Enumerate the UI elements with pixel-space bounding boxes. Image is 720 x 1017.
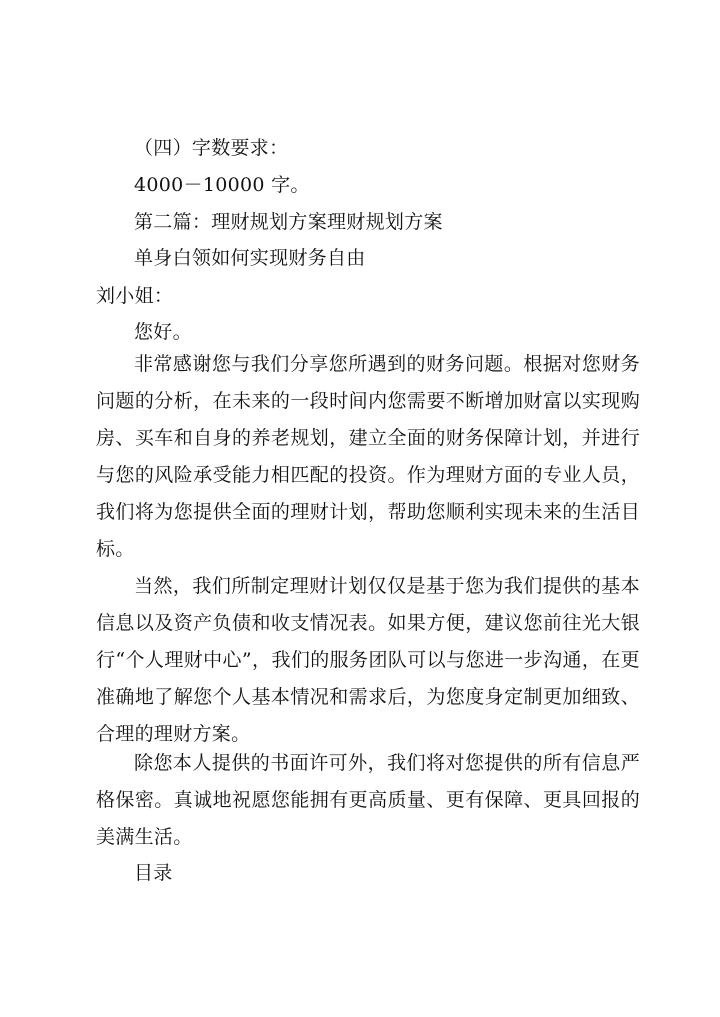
greeting: 您好。 [134, 321, 192, 343]
word-count-value: 4000－10000 字。 [134, 174, 310, 196]
body-paragraph-2: 当然，我们所制定理财计划仅仅是基于您为我们提供的基本信息以及资产负债和收支情况表。如果方便，建议您前往光大银行“个人理财中心”，我们的服务团队可以与您进一步沟通，在更准确地了解您个人基本情况和需求后，为您度身定制更加细致、合理的理财方案。 [96, 575, 640, 745]
salutation: 刘小姐： [96, 285, 174, 307]
word-count-heading: （四）字数要求： [134, 137, 289, 159]
body-paragraph-1: 非常感谢您与我们分享您所遇到的财务问题。根据对您财务问题的分析，在未来的一段时间内您需要不断增加财富以实现购房、买车和自身的养老规划，建立全面的财务保障计划，并进行与您的风险承受能力相匹配的投资。作为理财方面的专业人员，我们将为您提供全面的理财计划，帮助您顺利实现未来的生活目标。 [96, 353, 640, 560]
body-paragraph-3: 除您本人提供的书面许可外，我们将对您提供的所有信息严格保密。真诚地祝愿您能拥有更高质量、更有保障、更具回报的美满生活。 [96, 752, 640, 848]
subtitle: 单身白领如何实现财务自由 [134, 247, 366, 269]
section-title: 第二篇：理财规划方案理财规划方案 [134, 211, 443, 233]
toc-label: 目录 [134, 862, 173, 884]
